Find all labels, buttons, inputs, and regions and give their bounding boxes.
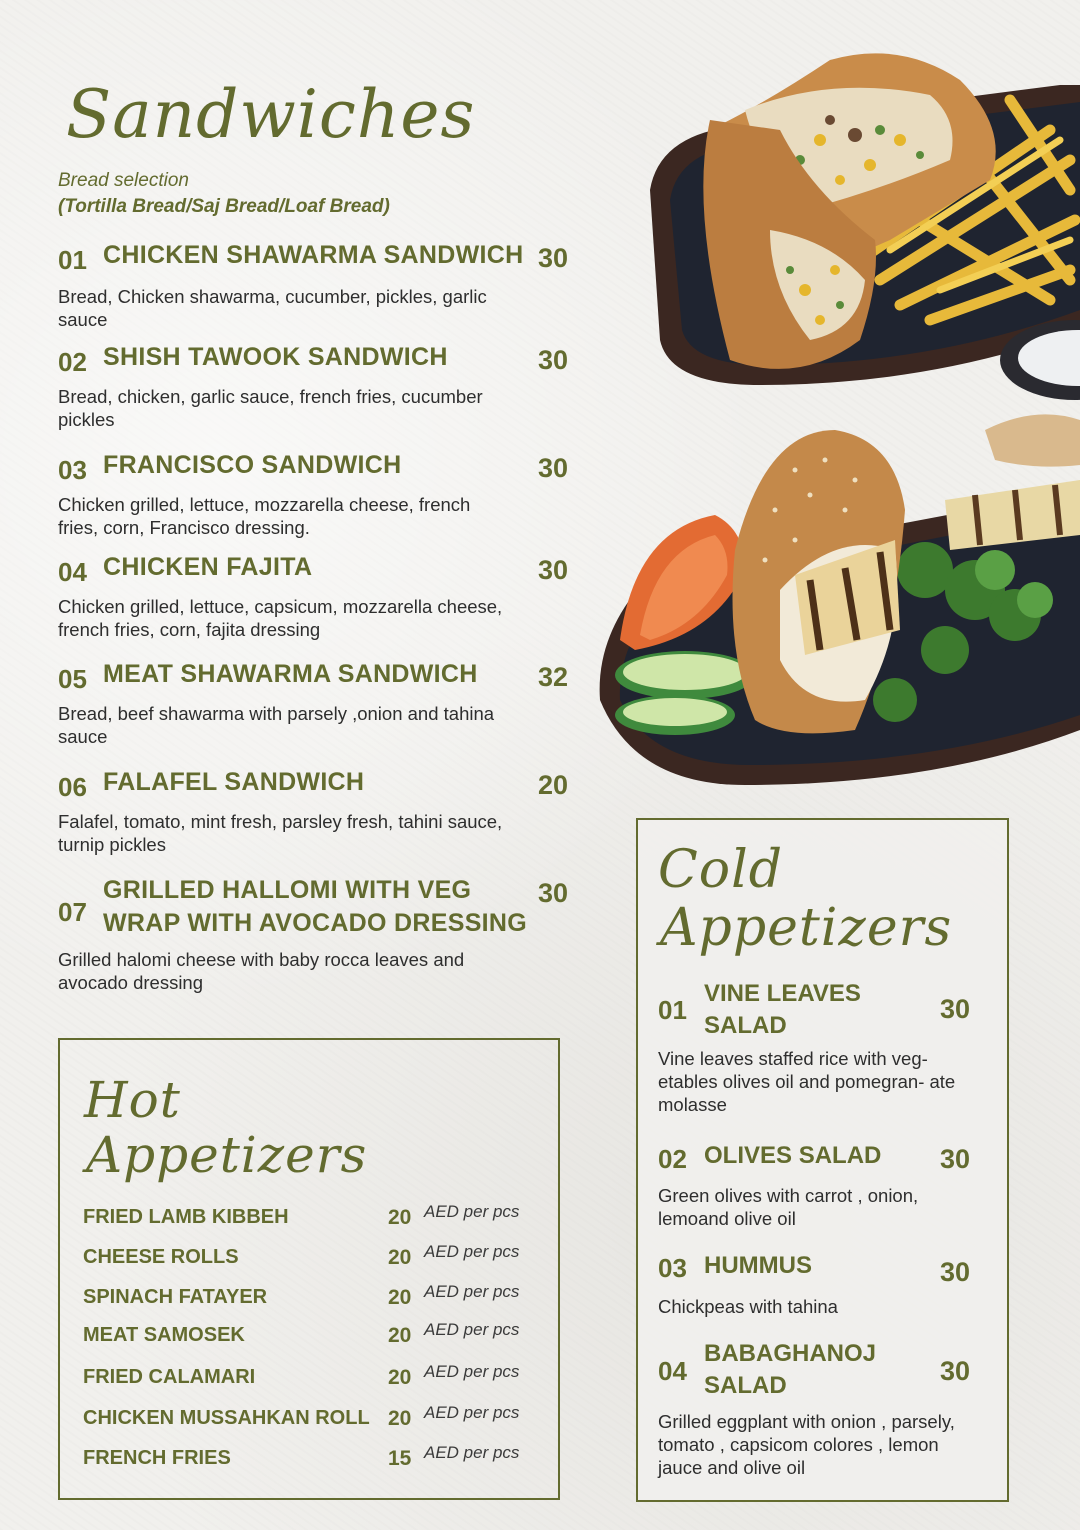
hot-item-name: CHICKEN MUSSAHKAN ROLL: [83, 1407, 370, 1429]
item-number: 01: [58, 245, 87, 275]
item-description: Chicken grilled, lettuce, capsicum, mozzarella cheese, french fries, corn, fajita dressing: [58, 596, 503, 640]
item-number: 03: [58, 455, 87, 485]
item-number: 07: [58, 897, 87, 927]
hot-item-unit: AED per pcs: [424, 1242, 520, 1261]
item-description: Chicken grilled, lettuce, mozzarella cheese, french fries, corn, Francisco dressing.: [58, 494, 471, 538]
hot-item-name: FRENCH FRIES: [83, 1447, 231, 1469]
bread-types: (Tortilla Bread/Saj Bread/Loaf Bread): [58, 196, 390, 217]
item-number: 02: [658, 1144, 687, 1174]
hot-appetizer-row: [83, 1403, 533, 1433]
item-description: Falafel, tomato, mint fresh, parsley fresh, tahini sauce, turnip pickles: [58, 811, 503, 855]
item-number: 02: [58, 347, 87, 377]
bread-selection-note: [58, 168, 390, 220]
item-name: FRANCISCO SANDWICH: [103, 451, 402, 479]
hot-appetizer-row: [83, 1282, 533, 1312]
item-description: Bread, chicken, garlic sauce, french fries, cucumber pickles: [58, 386, 483, 430]
item-name-line1: VINE LEAVES: [704, 980, 861, 1007]
hot-item-name: FRIED LAMB KIBBEH: [83, 1206, 289, 1228]
item-price: 32: [537, 662, 568, 692]
item-name-line1: BABAGHANOJ: [704, 1340, 877, 1367]
item-description: Vine leaves staffed rice with veg- etables olives oil and pomegran- ate molasse: [658, 1048, 956, 1115]
item-price: 20: [537, 770, 568, 800]
hot-item-unit: AED per pcs: [424, 1202, 520, 1221]
item-description: Bread, Chicken shawarma, cucumber, pickles, garlic sauce: [58, 286, 487, 330]
item-price: 30: [537, 555, 568, 585]
item-number: 06: [58, 772, 87, 802]
sandwich-fries-photo: [630, 40, 1080, 400]
hot-item-price: 20: [388, 1324, 412, 1347]
hot-item-price: 20: [388, 1206, 412, 1229]
item-number: 01: [658, 995, 687, 1025]
hot-item-price: 20: [388, 1286, 412, 1309]
hot-item-unit: AED per pcs: [424, 1320, 520, 1339]
cold-appetizers-title-line1: Cold: [658, 840, 784, 900]
item-price: 30: [537, 878, 568, 908]
item-name-line1: GRILLED HALLOMI WITH VEG: [103, 876, 472, 904]
item-price: 30: [939, 1257, 970, 1287]
cold-appetizers-title-line2: Appetizers: [660, 898, 953, 958]
hot-item-unit: AED per pcs: [424, 1362, 520, 1381]
item-description: Grilled eggplant with onion , parsely, tomato , capsicom colores , lemon jauce and olive oil: [658, 1411, 955, 1478]
hot-appetizer-row: [83, 1362, 533, 1392]
hot-item-price: 20: [388, 1366, 412, 1389]
halloumi-sandwich-photo: [595, 400, 1080, 790]
item-price: 30: [537, 345, 568, 375]
item-number: 03: [658, 1253, 687, 1283]
hot-item-price: 20: [388, 1246, 412, 1269]
hot-item-unit: AED per pcs: [424, 1282, 520, 1301]
hot-item-unit: AED per pcs: [424, 1443, 520, 1462]
hot-appetizer-row: [83, 1202, 533, 1232]
item-name: HUMMUS: [704, 1252, 812, 1279]
item-number: 04: [658, 1356, 687, 1386]
item-price: 30: [939, 1144, 970, 1174]
sandwiches-title: Sandwiches: [66, 76, 476, 153]
hot-item-name: CHEESE ROLLS: [83, 1246, 239, 1268]
item-price: 30: [537, 243, 568, 273]
hot-item-name: SPINACH FATAYER: [83, 1286, 268, 1308]
item-name: OLIVES SALAD: [704, 1142, 882, 1169]
item-name: CHICKEN SHAWARMA SANDWICH: [103, 241, 524, 269]
hot-appetizers-title-line1: Hot: [84, 1071, 181, 1129]
bread-selection-label: Bread selection: [58, 170, 189, 191]
item-number: 05: [58, 664, 87, 694]
hot-item-name: MEAT SAMOSEK: [83, 1324, 245, 1346]
item-price: 30: [939, 994, 970, 1024]
item-price: 30: [939, 1356, 970, 1386]
hot-appetizer-row: [83, 1320, 533, 1350]
item-name-line2: SALAD: [704, 1012, 787, 1039]
item-name: FALAFEL SANDWICH: [103, 768, 365, 796]
hot-appetizer-row: [83, 1443, 533, 1473]
item-name-line2: SALAD: [704, 1372, 787, 1399]
hot-appetizers-title-line2: Appetizers: [86, 1126, 368, 1184]
item-number: 04: [58, 557, 87, 587]
item-name-line2: WRAP WITH AVOCADO DRESSING: [103, 909, 528, 937]
hot-item-name: FRIED CALAMARI: [83, 1366, 256, 1388]
item-name: SHISH TAWOOK SANDWICH: [103, 343, 448, 371]
hot-item-price: 20: [388, 1407, 412, 1430]
hot-item-unit: AED per pcs: [424, 1403, 520, 1422]
item-description: Chickpeas with tahina: [658, 1296, 838, 1317]
item-name: MEAT SHAWARMA SANDWICH: [103, 660, 478, 688]
hot-appetizer-row: [83, 1242, 533, 1272]
item-description: Bread, beef shawarma with parsely ,onion and tahina sauce: [58, 703, 495, 747]
item-price: 30: [537, 453, 568, 483]
item-name: CHICKEN FAJITA: [103, 553, 313, 581]
item-description: Grilled halomi cheese with baby rocca leaves and avocado dressing: [58, 949, 465, 993]
hot-item-price: 15: [388, 1447, 412, 1470]
item-description: Green olives with carrot , onion, lemoand olive oil: [658, 1185, 919, 1229]
